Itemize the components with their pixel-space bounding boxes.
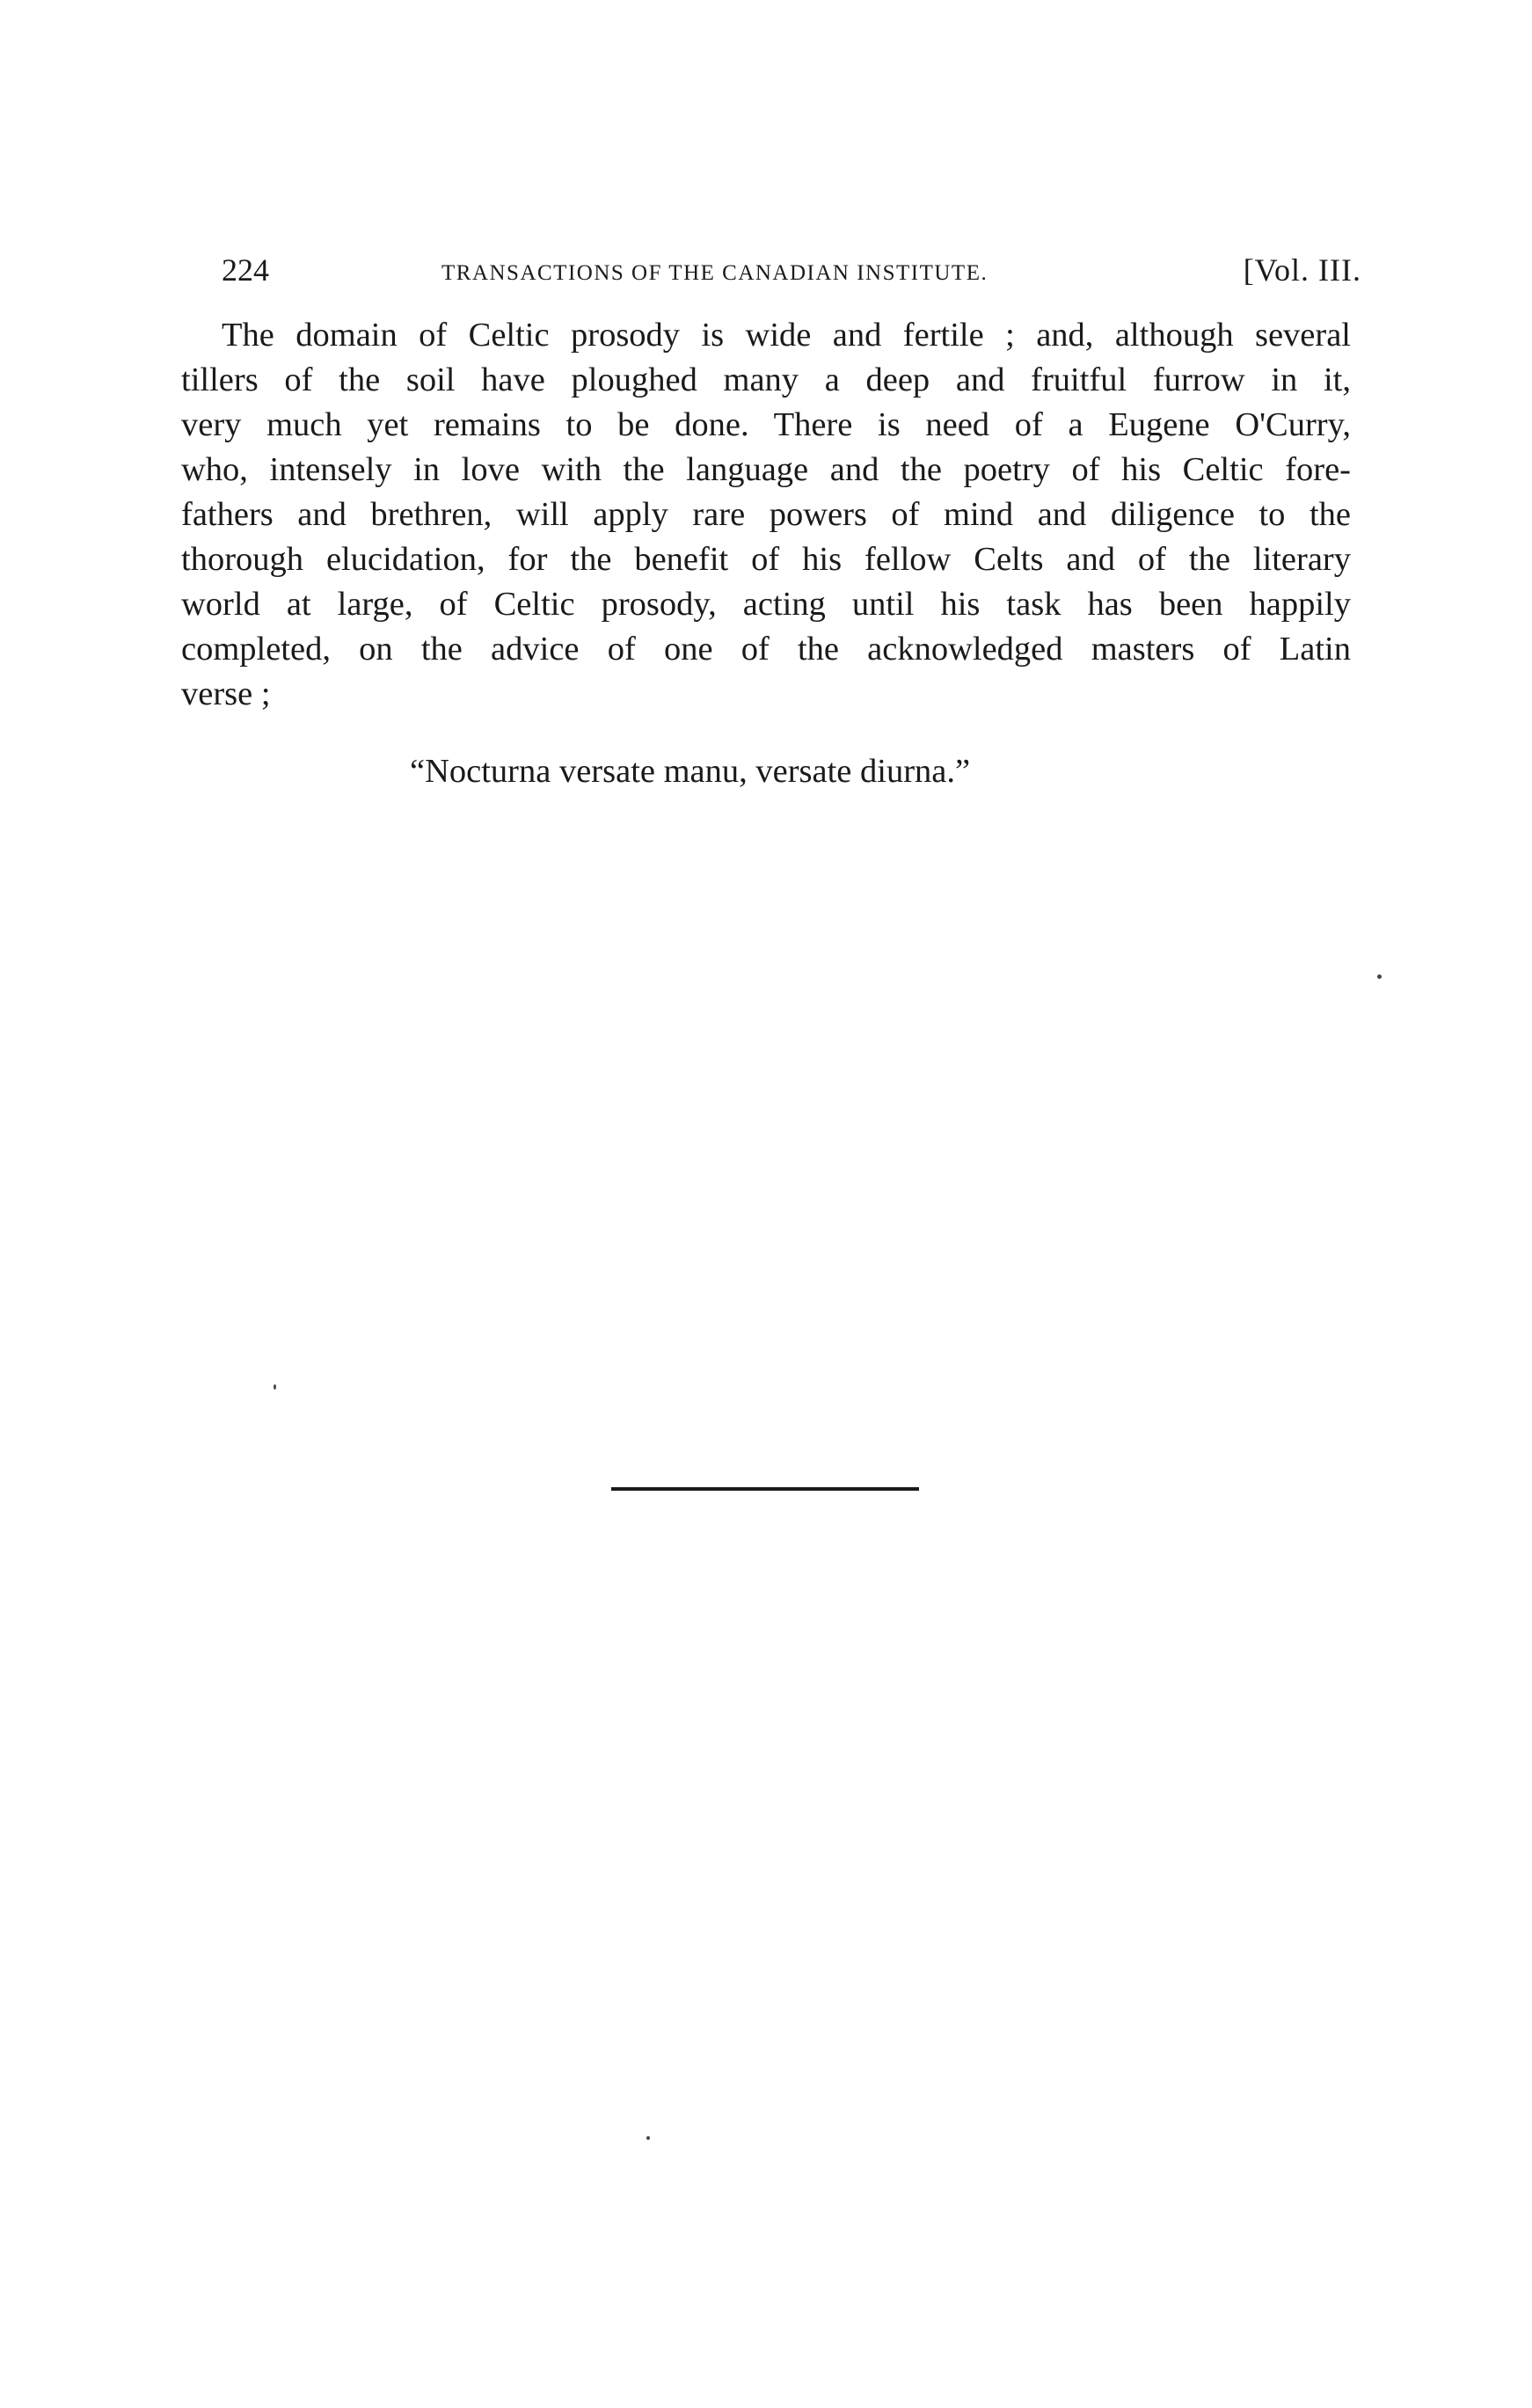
page-number: 224 [222, 252, 269, 288]
volume-label: [Vol. III. [1243, 252, 1361, 288]
print-speck [1377, 974, 1382, 979]
journal-title: TRANSACTIONS OF THE CANADIAN INSTITUTE. [441, 261, 989, 285]
paragraph-line: fathers and brethren, will apply rare powers of mind and diligence to the [181, 496, 1351, 533]
paragraph-line: very much yet remains to be done. There is need of a Eugene O'Curry, [181, 406, 1351, 443]
paragraph-line: who, intensely in love with the language and the poetry of his Celtic fore- [181, 451, 1351, 488]
latin-quotation: “Nocturna versate manu, versate diurna.” [410, 753, 971, 790]
paragraph-line: verse ; [181, 675, 271, 712]
body-paragraph [181, 313, 1351, 717]
paragraph-line: world at large, of Celtic prosody, acting until his task has been happily [181, 586, 1351, 623]
print-speck [646, 2136, 650, 2140]
print-speck [274, 1384, 276, 1390]
paragraph-line: The domain of Celtic prosody is wide and fertile ; and, although several [222, 317, 1351, 354]
paragraph-line: completed, on the advice of one of the acknowledged masters of Latin [181, 631, 1351, 668]
running-head [222, 250, 1361, 290]
paragraph-line: thorough elucidation, for the benefit of his fellow Celts and of the literary [181, 541, 1351, 578]
paragraph-line: tillers of the soil have ploughed many a deep and fruitful furrow in it, [181, 361, 1351, 398]
end-rule [611, 1487, 919, 1491]
